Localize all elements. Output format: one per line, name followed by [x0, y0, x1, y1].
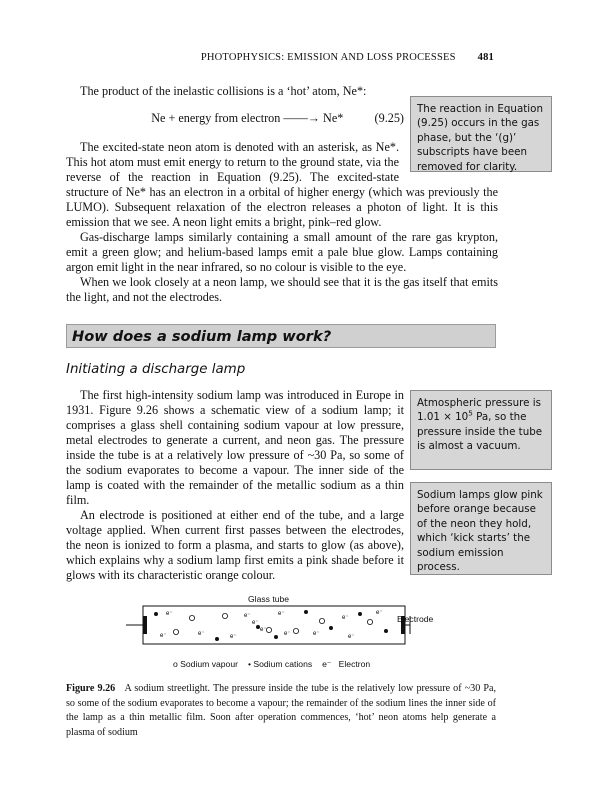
legend-electron-label: Electron	[338, 659, 371, 669]
electron-label: e⁻	[230, 634, 237, 640]
electron-label: e⁻	[313, 631, 320, 637]
label-glass-tube: Glass tube	[248, 594, 290, 604]
legend-cation-symbol: •	[247, 659, 251, 669]
paragraph-first-sodium-lamp: The first high-intensity sodium lamp was introduced in Europe in 1931. Figure 9.26 shows a schematic view of a sodium lamp; it comprises a glass shell containing sodium vapour at low pressure, metal electrodes to generate a current, and neon gas. The pressure inside the tube is at a relatively low pressure of ~30 Pa, so some of the sodium evaporates to become a vapour. The inner side of the lamp is coated with the remainder of the metallic sodium as a thin film.	[66, 388, 404, 507]
caption-label: Figure 9.26	[66, 683, 116, 694]
pressure-text-b: Pa, so the pressure inside the tube is almost a vacuum.	[417, 411, 543, 453]
intro-paragraph: The product of the inelastic collisions is a ‘hot’ atom, Ne*:	[80, 84, 367, 98]
paragraph-hot-atom: The excited-state neon atom is denoted with an asterisk, as Ne*. This hot atom must emit energy to return to the ground state, via the reverse of the reaction in Equation (9.25). The excited-state structure of Ne* has an electron in a orbital of higher energy (which was previously the LUMO). Subsequent relaxation of the electron releases a photon of light. It is this emission that we see. A neon light emits a bright, pink–red glow.	[66, 140, 498, 229]
electron-label: e⁻	[284, 631, 291, 637]
sodium-cation	[329, 626, 333, 630]
figure-legend	[173, 659, 370, 670]
paragraph-neon-lamp: When we look closely at a neon lamp, we should see that it is the gas itself that emits the light, and not the electrodes.	[66, 275, 498, 304]
electron-label: e⁻	[166, 611, 173, 617]
sodium-cation	[304, 610, 308, 614]
legend-vapour-symbol: o	[173, 659, 178, 669]
legend-cations-label: Sodium cations	[253, 659, 313, 669]
sodium-vapour	[189, 615, 194, 620]
bottom-text-block	[66, 388, 404, 583]
paragraph-electrode: An electrode is positioned at either end of the tube, and a large voltage applied. When current first passes between the electrodes, the neon is ionized to form a plasma, and starts to glow (as above), which explains why a sodium lamp first emits a pink shade before it glows with its characteristic orange colour.	[66, 508, 404, 582]
sodium-cation	[358, 612, 362, 616]
sidebox-reaction-text: The reaction in Equation (9.25) occurs in the gas phase, but the ‘(g)’ subscripts have been removed for clarity.	[417, 103, 543, 173]
electron-label: e⁻	[244, 613, 251, 619]
legend-cations	[248, 659, 312, 670]
sodium-cation	[215, 637, 219, 641]
legend-electron	[322, 659, 370, 670]
sodium-cation	[274, 635, 278, 639]
subheading-text: Initiating a discharge lamp	[66, 362, 246, 377]
sodium-vapour	[173, 629, 178, 634]
electron-label: e⁻	[278, 611, 285, 617]
sodium-vapour	[266, 627, 271, 632]
equation-expression: Ne + energy from electron ——→ Ne*	[151, 111, 344, 125]
legend-vapour	[173, 659, 238, 670]
electron-label: e⁻	[160, 633, 167, 639]
sodium-vapour	[293, 628, 298, 633]
electron-label: e⁻	[376, 610, 383, 616]
sidebox-reaction-note	[410, 96, 552, 172]
glass-tube-outline	[143, 606, 405, 644]
electron-label: e⁻	[260, 627, 267, 633]
running-header	[80, 52, 494, 63]
running-title: PHOTOPHYSICS: EMISSION AND LOSS PROCESSES	[200, 52, 456, 63]
left-electrode	[143, 616, 147, 634]
figure-caption	[66, 682, 496, 740]
electron-label: e⁻	[198, 631, 205, 637]
electron-label: e⁻	[252, 620, 259, 626]
sodium-lamp-diagram	[120, 604, 420, 648]
sodium-vapour	[319, 618, 324, 623]
intro-line	[80, 84, 398, 99]
paragraph-gas-discharge: Gas-discharge lamps similarly containing a small amount of the rare gas krypton, emit a green glow; and helium-based lamps emit a pale blue glow. Lamps containing argon emit light in the near infrared, so no colour is visible to the eye.	[66, 230, 498, 274]
subheading	[66, 362, 245, 377]
section-heading	[66, 324, 496, 348]
pressure-text-a: Atmospheric pressure is 1.01 × 10	[417, 397, 541, 424]
sidebox-atmospheric-pressure	[410, 390, 552, 470]
legend-electron-symbol: e⁻	[322, 659, 332, 669]
label-electrode: Electrode	[397, 614, 434, 624]
equation-number: (9.25)	[374, 111, 404, 125]
section-title: How does a sodium lamp work?	[72, 328, 332, 345]
pressure-exponent: 5	[468, 408, 473, 418]
sodium-vapour	[367, 619, 372, 624]
electron-label: e⁻	[342, 615, 349, 621]
sodium-vapour	[222, 613, 227, 618]
sidebox-glow-text: Sodium lamps glow pink before orange because of the neon they hold, which ‘kick starts’ the sodium emission process.	[417, 489, 543, 574]
equation-9-25	[120, 111, 404, 126]
page-number: 481	[477, 52, 494, 63]
sidebox-sodium-glow	[410, 482, 552, 575]
sodium-cation	[154, 612, 158, 616]
caption-text: A sodium streetlight. The pressure inside the tube is the relatively low pressure of ~30 Pa, so some of the sodium evaporates to become a vapour; the remainder of the sodium lines the inner side of the lamp as a thin metallic film. Soon after operation commences, ‘hot’ neon atoms help generate a plasma of sodium	[66, 683, 496, 738]
sodium-cation	[384, 629, 388, 633]
legend-vapour-label: Sodium vapour	[180, 659, 238, 669]
electron-label: e⁻	[348, 634, 355, 640]
